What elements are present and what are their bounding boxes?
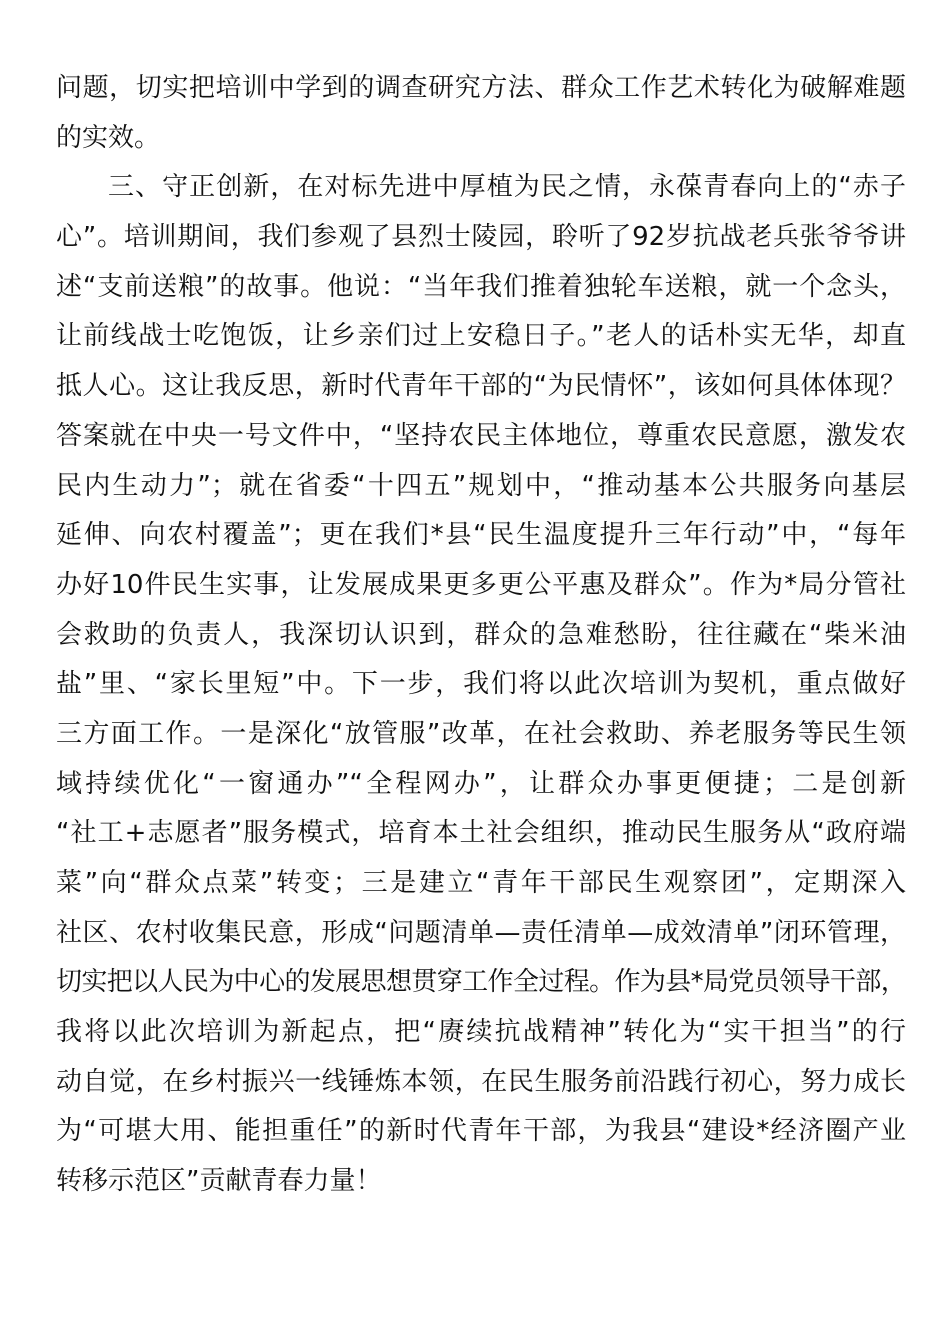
text-line: 答案就在中央一号文件中，“坚持农民主体地位，尊重农民意愿，激发农 (56, 420, 906, 451)
text-line: 延伸、向农村覆盖”；更在我们*县“民生温度提升三年行动”中，“每年 (56, 520, 906, 551)
text-line: 我将以此次培训为新起点，把“赓续抗战精神”转化为“实干担当”的行 (56, 1017, 906, 1048)
text-line: 的实效。 (56, 122, 161, 153)
text-line: 为“可堪大用、能担重任”的新时代青年干部，为我县“建设*经济圈产业 (56, 1116, 906, 1147)
text-line: 盐”里、“家长里短”中。下一步，我们将以此次培训为契机，重点做好 (56, 669, 906, 700)
text-line: 域持续优化“一窗通办”“全程网办”，让群众办事更便捷；二是创新 (56, 768, 906, 799)
text-line: 问题，切实把培训中学到的调查研究方法、群众工作艺术转化为破解难题 (56, 73, 906, 103)
text-line: 切实把以人民为中心的发展思想贯穿工作全过程。作为县*局党员领导干部， (56, 967, 906, 998)
text-line: “社工+志愿者”服务模式，培育本土社会组织，推动民生服务从“政府端 (56, 818, 906, 849)
text-line: 心”。培训期间，我们参观了县烈士陵园，聆听了92岁抗战老兵张爷爷讲 (56, 222, 906, 253)
body-text (56, 64, 906, 1207)
text-line: 让前线战士吃饱饭，让乡亲们过上安稳日子。”老人的话朴实无华，却直 (56, 321, 906, 352)
text-line: 会救助的负责人，我深切认识到，群众的急难愁盼，往往藏在“柴米油 (56, 619, 906, 650)
text-line: 三、守正创新，在对标先进中厚植为民之情，永葆青春向上的“赤子 (108, 172, 906, 203)
text-line: 述“支前送粮”的故事。他说：“当年我们推着独轮车送粮，就一个念头， (56, 271, 906, 302)
text-line: 办好10件民生实事，让发展成果更多更公平惠及群众”。作为*局分管社 (56, 569, 906, 600)
text-line: 动自觉，在乡村振兴一线锤炼本领，在民生服务前沿践行初心，努力成长 (56, 1066, 906, 1097)
text-line: 转移示范区”贡献青春力量！ (56, 1166, 382, 1197)
text-line: 菜”向“群众点菜”转变；三是建立“青年干部民生观察团”，定期深入 (56, 868, 906, 898)
text-line: 三方面工作。一是深化“放管服”改革，在社会救助、养老服务等民生领 (56, 718, 906, 749)
text-line: 抵人心。这让我反思，新时代青年干部的“为民情怀”，该如何具体体现？ (56, 371, 906, 402)
text-line: 民内生动力”；就在省委“十四五”规划中，“推动基本公共服务向基层 (56, 470, 906, 501)
text-line: 社区、农村收集民意，形成“问题清单—责任清单—成效清单”闭环管理， (56, 917, 906, 948)
